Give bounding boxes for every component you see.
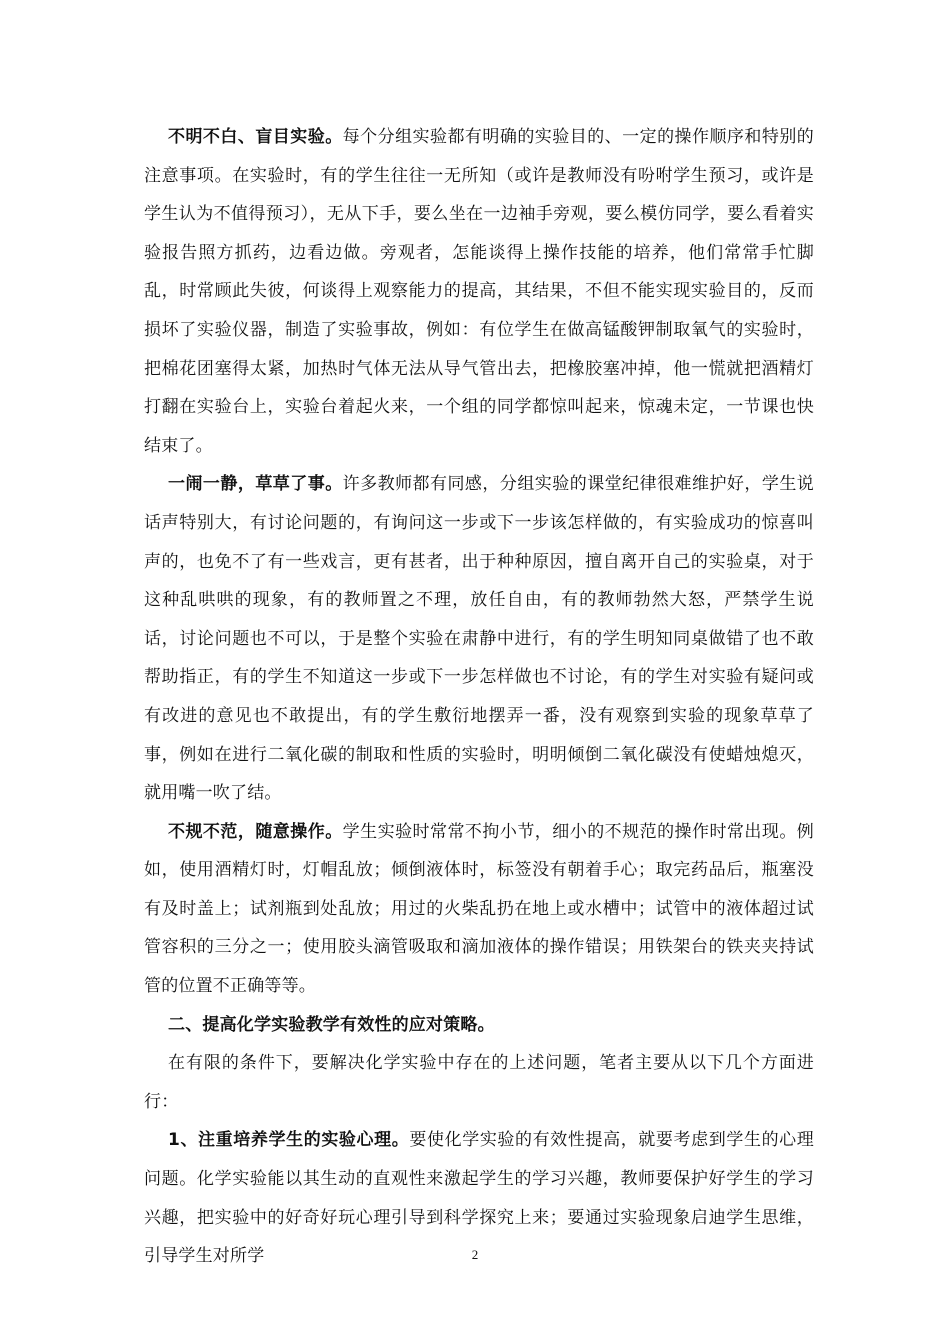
page-number: 2	[471, 1247, 479, 1262]
paragraph-blind-experiment	[144, 118, 814, 465]
paragraph-lead: 不明不白、盲目实验。	[168, 127, 343, 147]
paragraph-lead: 一闹一静，草草了事。	[168, 474, 343, 495]
paragraph-body: 要使化学实验的有效性提高，就要考虑到学生的心理问题。化学实验能以其生动的直观性来激起学生的学习兴趣，教师要保护好学生的学习兴趣，把实验中的好奇好玩心理引导到科学探究上来；要通过实验现象启迪学生思维，引导学生对所学	[144, 1130, 814, 1267]
paragraph-noise-silence	[144, 465, 814, 812]
paragraph-irregular-operation	[144, 813, 814, 1006]
paragraph-lead: 不规不范，随意操作。	[168, 821, 343, 842]
intro-paragraph: 在有限的条件下，要解决化学实验中存在的上述问题，笔者主要从以下几个方面进行：	[144, 1053, 814, 1112]
section-heading: 二、提高化学实验教学有效性的应对策略。	[168, 1014, 495, 1035]
page-content	[144, 118, 814, 1276]
paragraph-lead: 1、注重培养学生的实验心理。	[168, 1130, 410, 1151]
paragraph-body: 许多教师都有同感，分组实验的课堂纪律很难维护好，学生说话声特别大，有讨论问题的，有询问这一步或下一步该怎样做的，有实验成功的惊喜叫声的，也免不了有一些戏言，更有甚者，出于种种原因，擅自离开自己的实验桌，对于这种乱哄哄的现象，有的教师置之不理，放任自由，有的教师勃然大怒，严禁学生说话，讨论问题也不可以，于是整个实验在肃静中进行，有的学生明知同桌做错了也不敢帮助指正，有的学生不知道这一步或下一步怎样做也不讨论，有的学生对实验有疑问或有改进的意见也不敢提出，有的学生敷衍地摆弄一番，没有观察到实验的现象草草了事，例如在进行二氧化碳的制取和性质的实验时，明明倾倒二氧化碳没有使蜡烛熄灭，就用嘴一吹了结。	[144, 474, 814, 804]
paragraph-body: 学生实验时常常不拘小节，细小的不规范的操作时常出现。例如，使用酒精灯时，灯帽乱放；倾倒液体时，标签没有朝着手心；取完药品后，瓶塞没有及时盖上；试剂瓶到处乱放；用过的火柴乱扔在地上或水槽中；试管中的液体超过试管容积的三分之一；使用胶头滴管吸取和滴加液体的操作错误；用铁架台的铁夹夹持试管的位置不正确等等。	[144, 821, 814, 997]
paragraph-body: 每个分组实验都有明确的实验目的、一定的操作顺序和特别的注意事项。在实验时，有的学生往往一无所知（或许是教师没有吩咐学生预习，或许是学生认为不值得预习），无从下手，要么坐在一边袖手旁观，要么模仿同学，要么看着实验报告照方抓药，边看边做。旁观者，怎能谈得上操作技能的培养，他们常常手忙脚乱，时常顾此失彼，何谈得上观察能力的提高，其结果，不但不能实现实验目的，反而损坏了实验仪器，制造了实验事故，例如：有位学生在做高锰酸钾制取氧气的实验时，把棉花团塞得太紧，加热时气体无法从导气管出去，把橡胶塞冲掉，他一慌就把酒精灯打翻在实验台上，实验台着起火来，一个组的同学都惊叫起来，惊魂未定，一节课也快结束了。	[144, 127, 814, 456]
